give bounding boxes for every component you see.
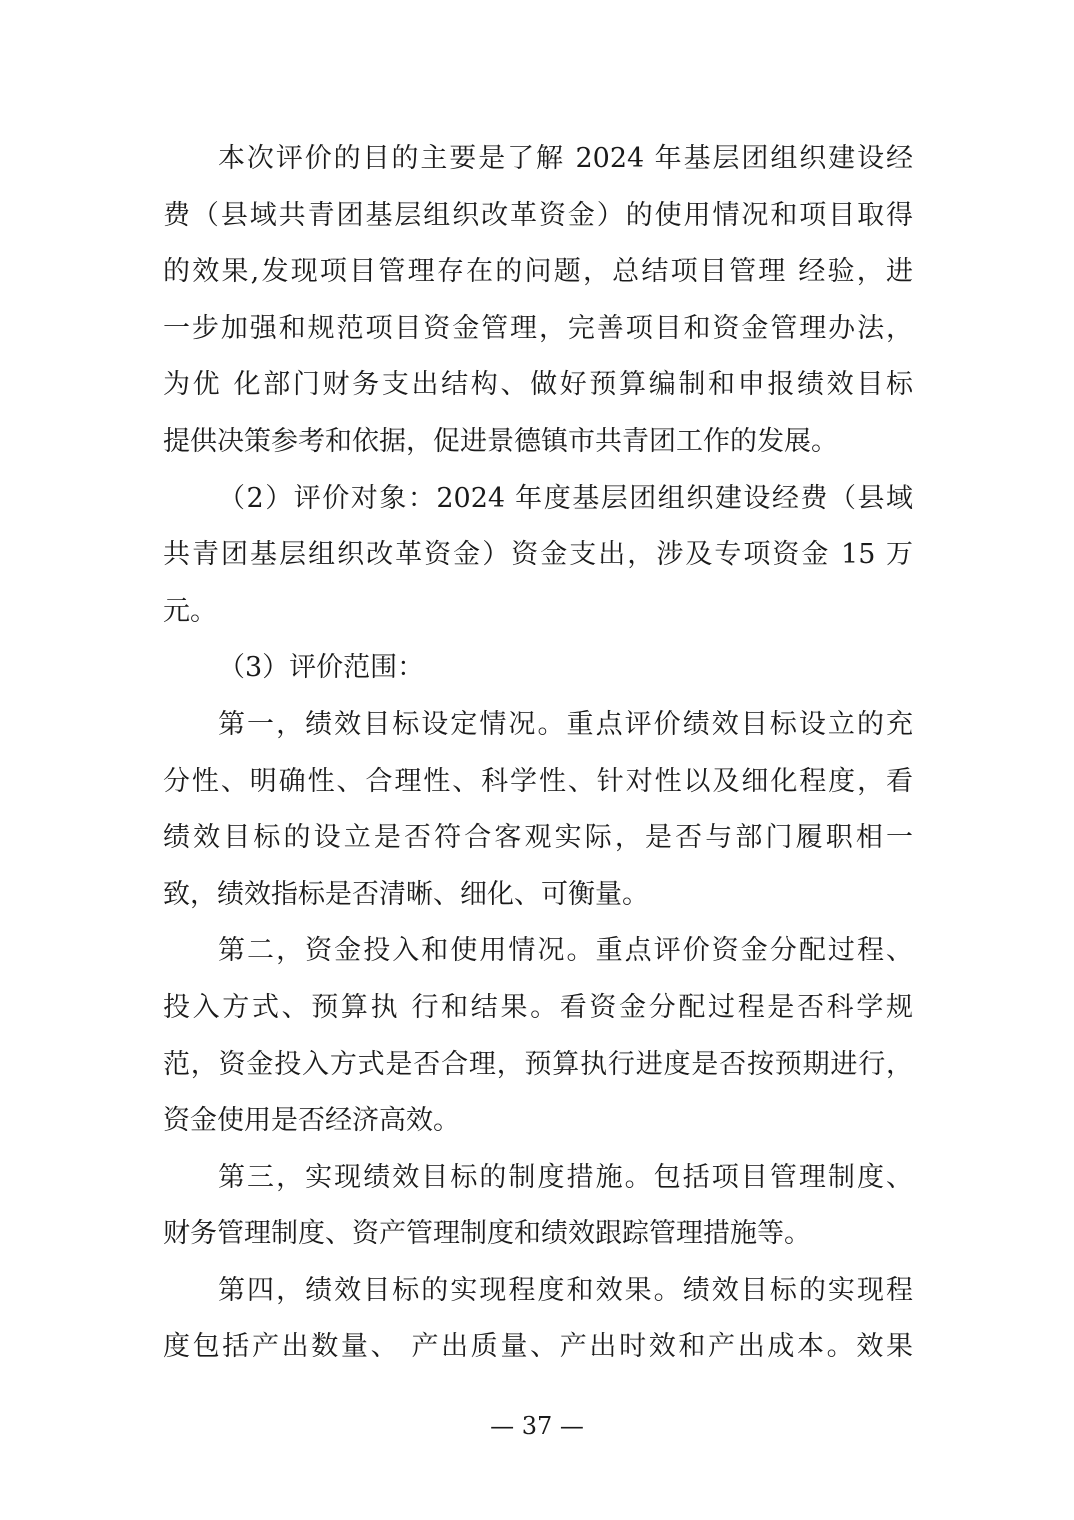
paragraph-1-line-3: 的效果,发现项目管理存在的问题，总结项目管理 经验，进 bbox=[163, 256, 913, 288]
paragraph-1-line-5: 为优 化部门财务支出结构、做好预算编制和申报绩效目标 bbox=[163, 369, 913, 401]
paragraph-1-line-1: 本次评价的目的主要是了解 2024 年基层团组织建设经 bbox=[218, 143, 913, 174]
paragraph-4-line-4: 致，绩效指标是否清晰、细化、可衡量。 bbox=[163, 878, 649, 910]
paragraph-6-line-2: 财务管理制度、资产管理制度和绩效跟踪管理措施等。 bbox=[163, 1218, 811, 1250]
paragraph-2-line-3: 元。 bbox=[163, 595, 217, 627]
paragraph-4-line-1: 第一，绩效目标设定情况。重点评价绩效目标设立的充 bbox=[218, 708, 913, 740]
paragraph-5-line-1: 第二，资金投入和使用情况。重点评价资金分配过程、 bbox=[218, 935, 913, 967]
paragraph-4-line-3: 绩效目标的设立是否符合客观实际，是否与部门履职相一 bbox=[163, 822, 913, 854]
paragraph-1-line-2: 费（县域共青团基层组织改革资金）的使用情况和项目取得 bbox=[163, 199, 913, 231]
paragraph-7-line-1: 第四，绩效目标的实现程度和效果。绩效目标的实现程 bbox=[218, 1274, 913, 1306]
paragraph-1-line-6: 提供决策参考和依据，促进景德镇市共青团工作的发展。 bbox=[163, 425, 838, 457]
paragraph-1-line-4: 一步加强和规范项目资金管理，完善项目和资金管理办法， bbox=[163, 312, 913, 344]
paragraph-5-line-2: 投入方式、预算执 行和结果。看资金分配过程是否科学规 bbox=[163, 991, 913, 1023]
body-text bbox=[163, 131, 913, 1376]
paragraph-6-line-1: 第三，实现绩效目标的制度措施。包括项目管理制度、 bbox=[218, 1161, 913, 1193]
paragraph-4-line-2: 分性、明确性、合理性、科学性、针对性以及细化程度，看 bbox=[163, 765, 913, 797]
paragraph-7-line-2: 度包括产出数量、 产出质量、产出时效和产出成本。效果 bbox=[163, 1331, 913, 1363]
paragraph-2-line-1: （2）评价对象：2024 年度基层团组织建设经费（县域 bbox=[218, 482, 913, 514]
paragraph-5-line-4: 资金使用是否经济高效。 bbox=[163, 1105, 460, 1137]
paragraph-5-line-3: 范，资金投入方式是否合理，预算执行进度是否按预期进行， bbox=[163, 1048, 913, 1080]
paragraph-2-line-2: 共青团基层组织改革资金）资金支出，涉及专项资金 15 万 bbox=[163, 539, 913, 571]
page-number: — 37 — bbox=[490, 1412, 584, 1440]
paragraph-3-line-1: （3）评价范围： bbox=[218, 652, 425, 684]
